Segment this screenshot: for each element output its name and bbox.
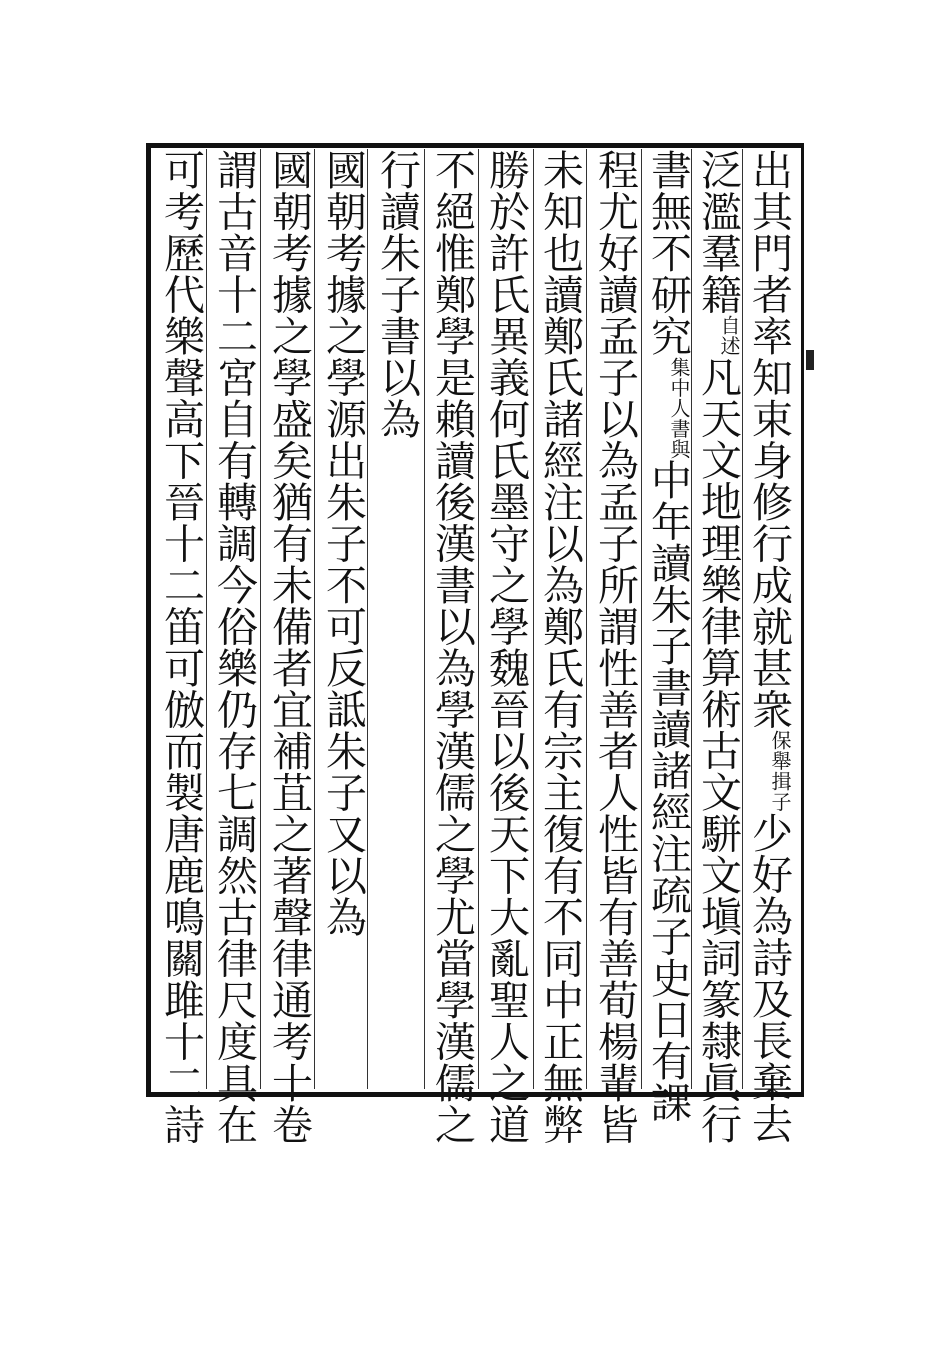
edge-mark [806,350,814,370]
column-text: 謂古音十二宮自有轉調今俗樂仍存七調然古律尺度具在 [210,149,258,1145]
text-column-10 [265,149,313,1145]
text-column-7 [428,149,476,1145]
text-column-5 [536,149,584,1145]
column-text: 程尤好讀孟子以為孟子所謂性善者人性皆有善荀楊輩皆 [591,149,639,1145]
column-rule [586,149,587,1089]
column-tail: 少好為詩及長棄去 [745,812,793,1144]
column-rule [424,149,425,1089]
text-column-8 [373,149,421,1094]
text-column-11 [210,149,258,1145]
text-column-12 [157,149,205,1145]
column-text: 可考歷代樂聲高下晉十二笛可倣而製唐鹿鳴關雎十二詩 [157,149,205,1145]
text-column-9 [319,149,367,1094]
column-rule [367,149,368,1089]
text-column-3 [644,149,692,1123]
text-column-1 [745,149,793,1144]
column-rule [260,149,261,1089]
column-text: 國朝考據之學盛矣猶有未備者宜補苴之著聲律通考十卷 [265,149,313,1145]
text-column-6 [482,149,530,1145]
column-text: 勝於許氏異義何氏墨守之學魏晉以後天下大亂聖人之道 [482,149,530,1145]
column-note: 集中人書與 [667,356,691,459]
column-note: 保舉揖子 [768,730,792,812]
column-text: 不絕惟鄭學是賴讀後漢書以為學漢儒之學尤當學漢儒之 [428,149,476,1145]
column-text: 泛濫羣籍 [694,149,742,315]
column-rule [314,149,315,1089]
column-text: 行讀朱子書以為 [373,149,421,440]
column-text: 未知也讀鄭氏諸經注以為鄭氏有宗主復有不同中正無弊 [536,149,584,1145]
column-tail: 凡天文地理樂律算術古文駢文塡詞篆隸眞行 [694,356,742,1145]
column-rule [641,149,642,1089]
column-note: 自述 [717,315,741,356]
column-text: 書無不研究 [644,149,692,357]
column-text: 出其門者率知束身修行成就甚衆 [745,149,793,730]
text-column-2 [694,149,742,1145]
text-column-4 [591,149,639,1145]
column-rule [533,149,534,1089]
column-tail: 中年讀朱子書讀諸經注疏子史日有課 [644,459,692,1123]
column-rule [478,149,479,1089]
column-rule [206,149,207,1089]
column-rule [742,149,743,1089]
column-text: 國朝考據之學源出朱子不可反詆朱子又以為 [319,149,367,938]
